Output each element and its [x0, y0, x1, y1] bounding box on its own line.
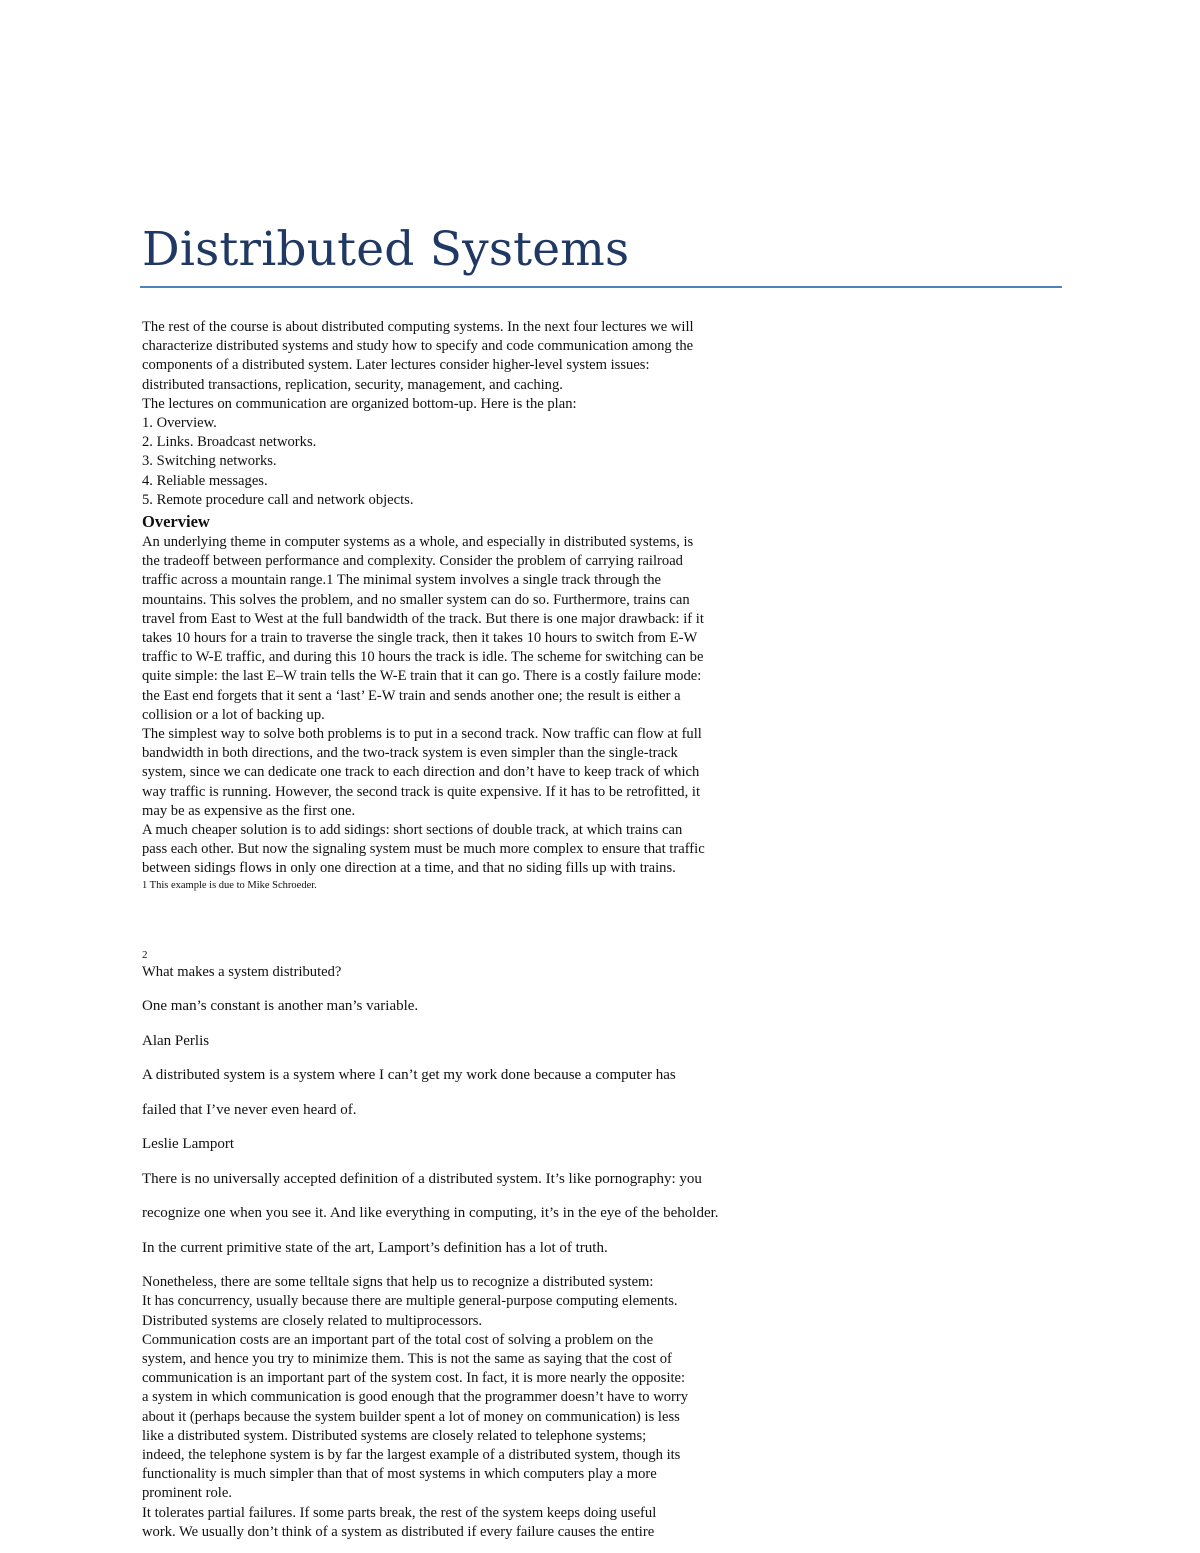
text-line: In the current primitive state of the art, Lamport’s definition has a lot of truth. [142, 1239, 608, 1256]
quote-text: A distributed system is a system where I can’t get my work done because a computer has [142, 1067, 676, 1084]
page-body-section-1 [142, 318, 802, 893]
plan-list-item: 5. Remote procedure call and network objects. [142, 491, 414, 508]
text-line: system, since we can dedicate one track to each direction and don’t have to keep track of which [142, 764, 700, 781]
text-line: The simplest way to solve both problems is to put in a second track. Now traffic can flow at full [142, 726, 702, 743]
text-line: work. We usually don’t think of a system as distributed if every failure causes the entire [142, 1523, 655, 1540]
text-line: between sidings flows in only one direction at a time, and that no siding fills up with trains. [142, 860, 676, 877]
title-underline-rule [140, 286, 1062, 288]
text-line: pass each other. But now the signaling system must be much more complex to ensure that traffic [142, 841, 705, 858]
text-line: Distributed systems are closely related to multiprocessors. [142, 1312, 483, 1329]
text-line: prominent role. [142, 1485, 232, 1502]
text-line: traffic across a mountain range.1 The minimal system involves a single track through the [142, 572, 662, 589]
overview-heading: Overview [142, 512, 210, 532]
text-line: takes 10 hours for a train to traverse the single track, then it takes 10 hours to switch from E-W [142, 630, 698, 647]
text-line: bandwidth in both directions, and the two-track system is even simpler than the single-track [142, 745, 678, 762]
text-line: system, and hence you try to minimize them. This is not the same as saying that the cost of [142, 1351, 672, 1368]
text-line: An underlying theme in computer systems as a whole, and especially in distributed systems, is [142, 534, 694, 551]
overview-paragraphs [142, 533, 802, 879]
text-line: recognize one when you see it. And like everything in computing, it’s in the eye of the beholder. [142, 1205, 719, 1222]
text-line: traffic to W-E traffic, and during this 10 hours the track is idle. The scheme for switching can be [142, 649, 704, 666]
text-line: There is no universally accepted definition of a distributed system. It’s like pornography: you [142, 1170, 702, 1187]
text-line: distributed transactions, replication, security, management, and caching. [142, 376, 563, 393]
text-line: It has concurrency, usually because there are multiple general-purpose computing elements. [142, 1293, 678, 1310]
text-line: characterize distributed systems and study how to specify and code communication among the [142, 338, 694, 355]
text-line: collision or a lot of backing up. [142, 706, 325, 723]
text-line: Communication costs are an important part of the total cost of solving a problem on the [142, 1331, 654, 1348]
page-title: Distributed Systems [142, 222, 630, 277]
plan-list-item: 3. Switching networks. [142, 453, 277, 470]
text-line: may be as expensive as the first one. [142, 802, 356, 819]
quote-text: failed that I’ve never even heard of. [142, 1101, 357, 1118]
plan-list-item: 4. Reliable messages. [142, 472, 268, 489]
plan-list-item: 2. Links. Broadcast networks. [142, 434, 317, 451]
text-line: indeed, the telephone system is by far the largest example of a distributed system, though its [142, 1447, 681, 1464]
text-line: communication is an important part of the system cost. In fact, it is more nearly the opposite: [142, 1370, 686, 1387]
text-line: like a distributed system. Distributed systems are closely related to telephone systems; [142, 1427, 647, 1444]
text-line: a system in which communication is good enough that the programmer doesn’t have to worry [142, 1389, 689, 1406]
text-line: way traffic is running. However, the second track is quite expensive. If it has to be retrofitted, it [142, 783, 700, 800]
text-line: The lectures on communication are organized bottom-up. Here is the plan: [142, 395, 577, 412]
page-number: 2 [142, 949, 148, 961]
text-line: mountains. This solves the problem, and no smaller system can do so. Furthermore, trains can [142, 591, 690, 608]
text-line: A much cheaper solution is to add sidings: short sections of double track, at which trains can [142, 822, 683, 839]
page-body-section-2 [142, 947, 822, 1542]
quote-text: One man’s constant is another man’s variable. [142, 998, 419, 1015]
text-line: travel from East to West at the full bandwidth of the track. But there is one major drawback: if it [142, 610, 704, 627]
text-line: the tradeoff between performance and complexity. Consider the problem of carrying railroad [142, 553, 683, 570]
plan-list-item: 1. Overview. [142, 415, 217, 432]
text-line: the East end forgets that it sent a ‘last’ E-W train and sends another one; the result is either a [142, 687, 681, 704]
quote-author: Leslie Lamport [142, 1136, 235, 1153]
quote-author: Alan Perlis [142, 1032, 210, 1049]
text-line: functionality is much simpler than that of most systems in which computers play a more [142, 1466, 657, 1483]
text-line: Nonetheless, there are some telltale signs that help us to recognize a distributed system: [142, 1274, 654, 1291]
section-heading: What makes a system distributed? [142, 964, 342, 980]
text-line: The rest of the course is about distributed computing systems. In the next four lectures we will [142, 319, 694, 335]
text-line: components of a distributed system. Later lectures consider higher-level system issues: [142, 357, 650, 374]
text-line: quite simple: the last E–W train tells the W-E train that it can go. There is a costly failure mode: [142, 668, 702, 685]
text-line: It tolerates partial failures. If some parts break, the rest of the system keeps doing useful [142, 1504, 657, 1521]
text-line: about it (perhaps because the system builder spent a lot of money on communication) is less [142, 1408, 680, 1425]
footnote: 1 This example is due to Mike Schroeder. [142, 879, 317, 891]
intro-paragraph [142, 318, 802, 510]
